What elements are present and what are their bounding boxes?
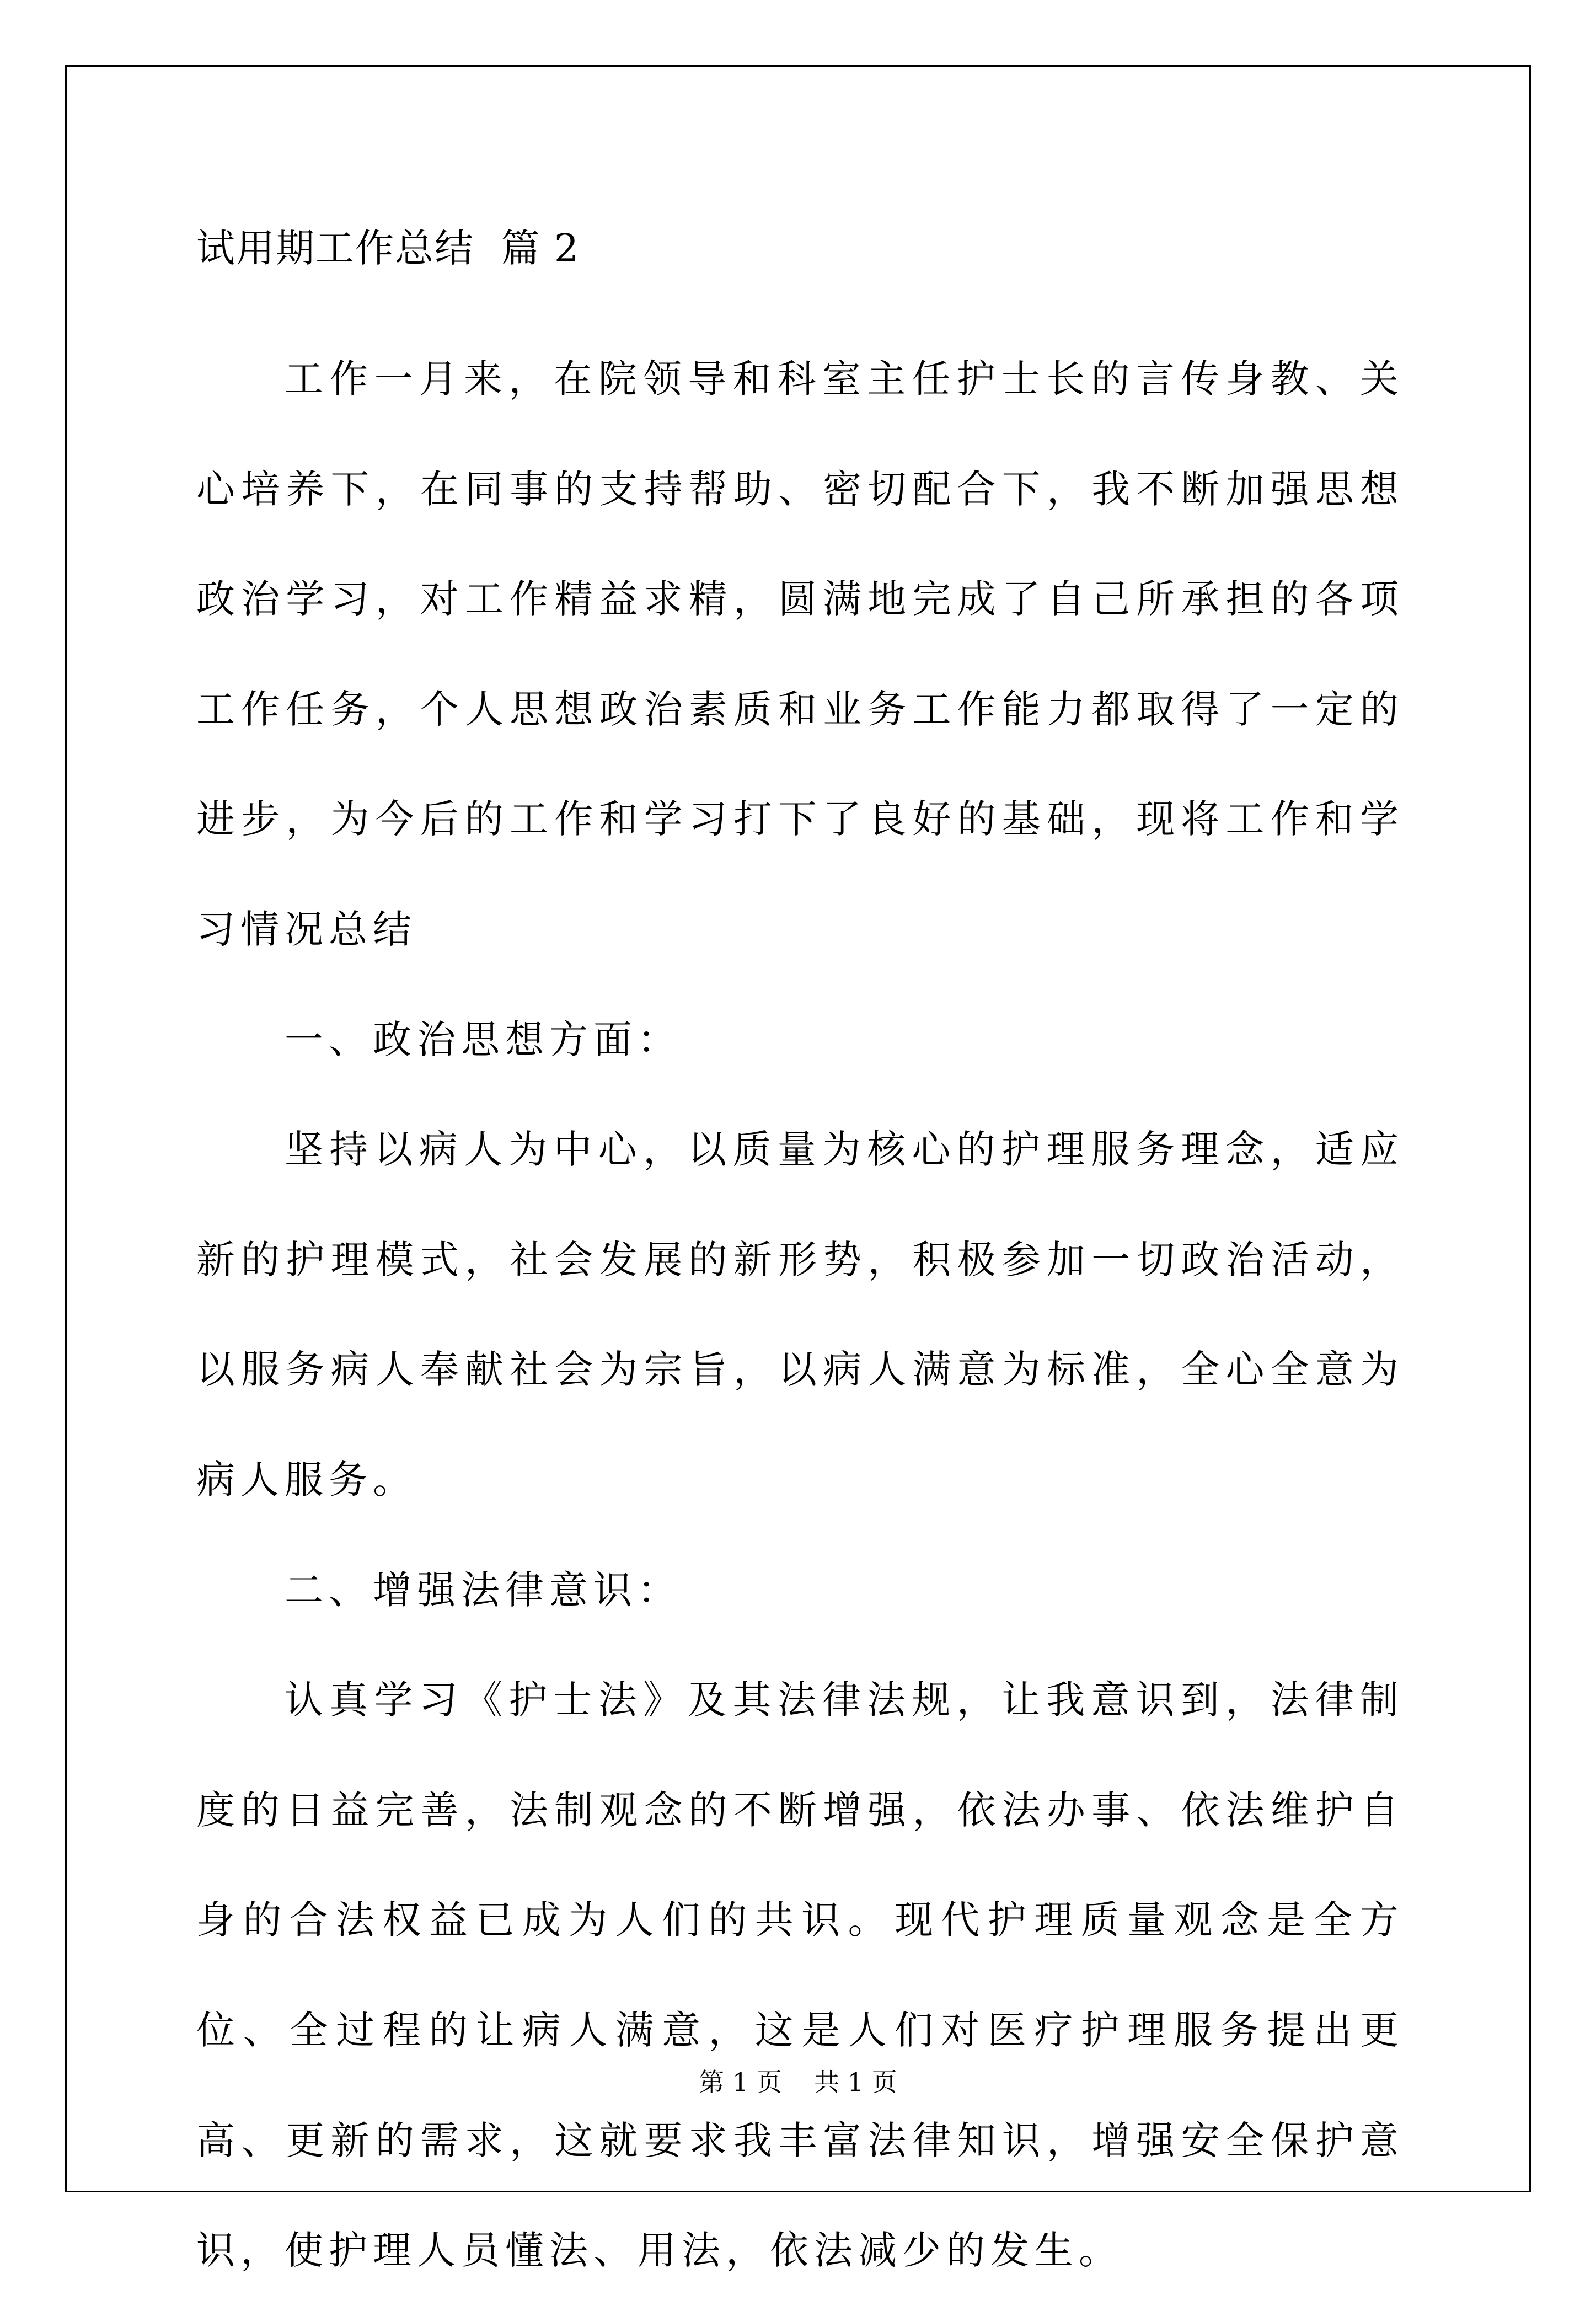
page-footer: 第 1 页 共 1 页: [699, 2067, 897, 2097]
section-heading-politics: 一、政治思想方面：: [285, 1016, 682, 1062]
paragraph-politics: 坚持以病人为中心，以质量为核心的护理服务理念，适应新的护理模式，社会发展的新形势，积极参加一切政治活动，以服务病人奉献社会为宗旨，以病人满意为标准，全心全意为病人服务。: [196, 1127, 1404, 1502]
paragraph-intro: 工作一月来，在院领导和科室主任护士长的言传身教、关心培养下，在同事的支持帮助、密切配合下，我不断加强思想政治学习，对工作精益求精，圆满地完成了自己所承担的各项工作任务，个人思想政治素质和业务工作能力都取得了一定的进步，为今后的工作和学习打下了良好的基础，现将工作和学习情况总结: [196, 356, 1404, 952]
section-heading-law: 二、增强法律意识：: [285, 1567, 682, 1613]
paragraph-law: 认真学习《护士法》及其法律法规，让我意识到，法律制度的日益完善，法制观念的不断增强，依法办事、依法维护自身的合法权益已成为人们的共识。现代护理质量观念是全方位、全过程的让病人满意，这是人们对医疗护理服务提出更高、更新的需求，这就要求我丰富法律知识，增强安全保护意识，使护理人员懂法、用法，依法减少的发生。: [196, 1677, 1404, 2273]
document-body: [196, 221, 1404, 2306]
document-title: 试用期工作总结 篇 2: [196, 226, 580, 271]
